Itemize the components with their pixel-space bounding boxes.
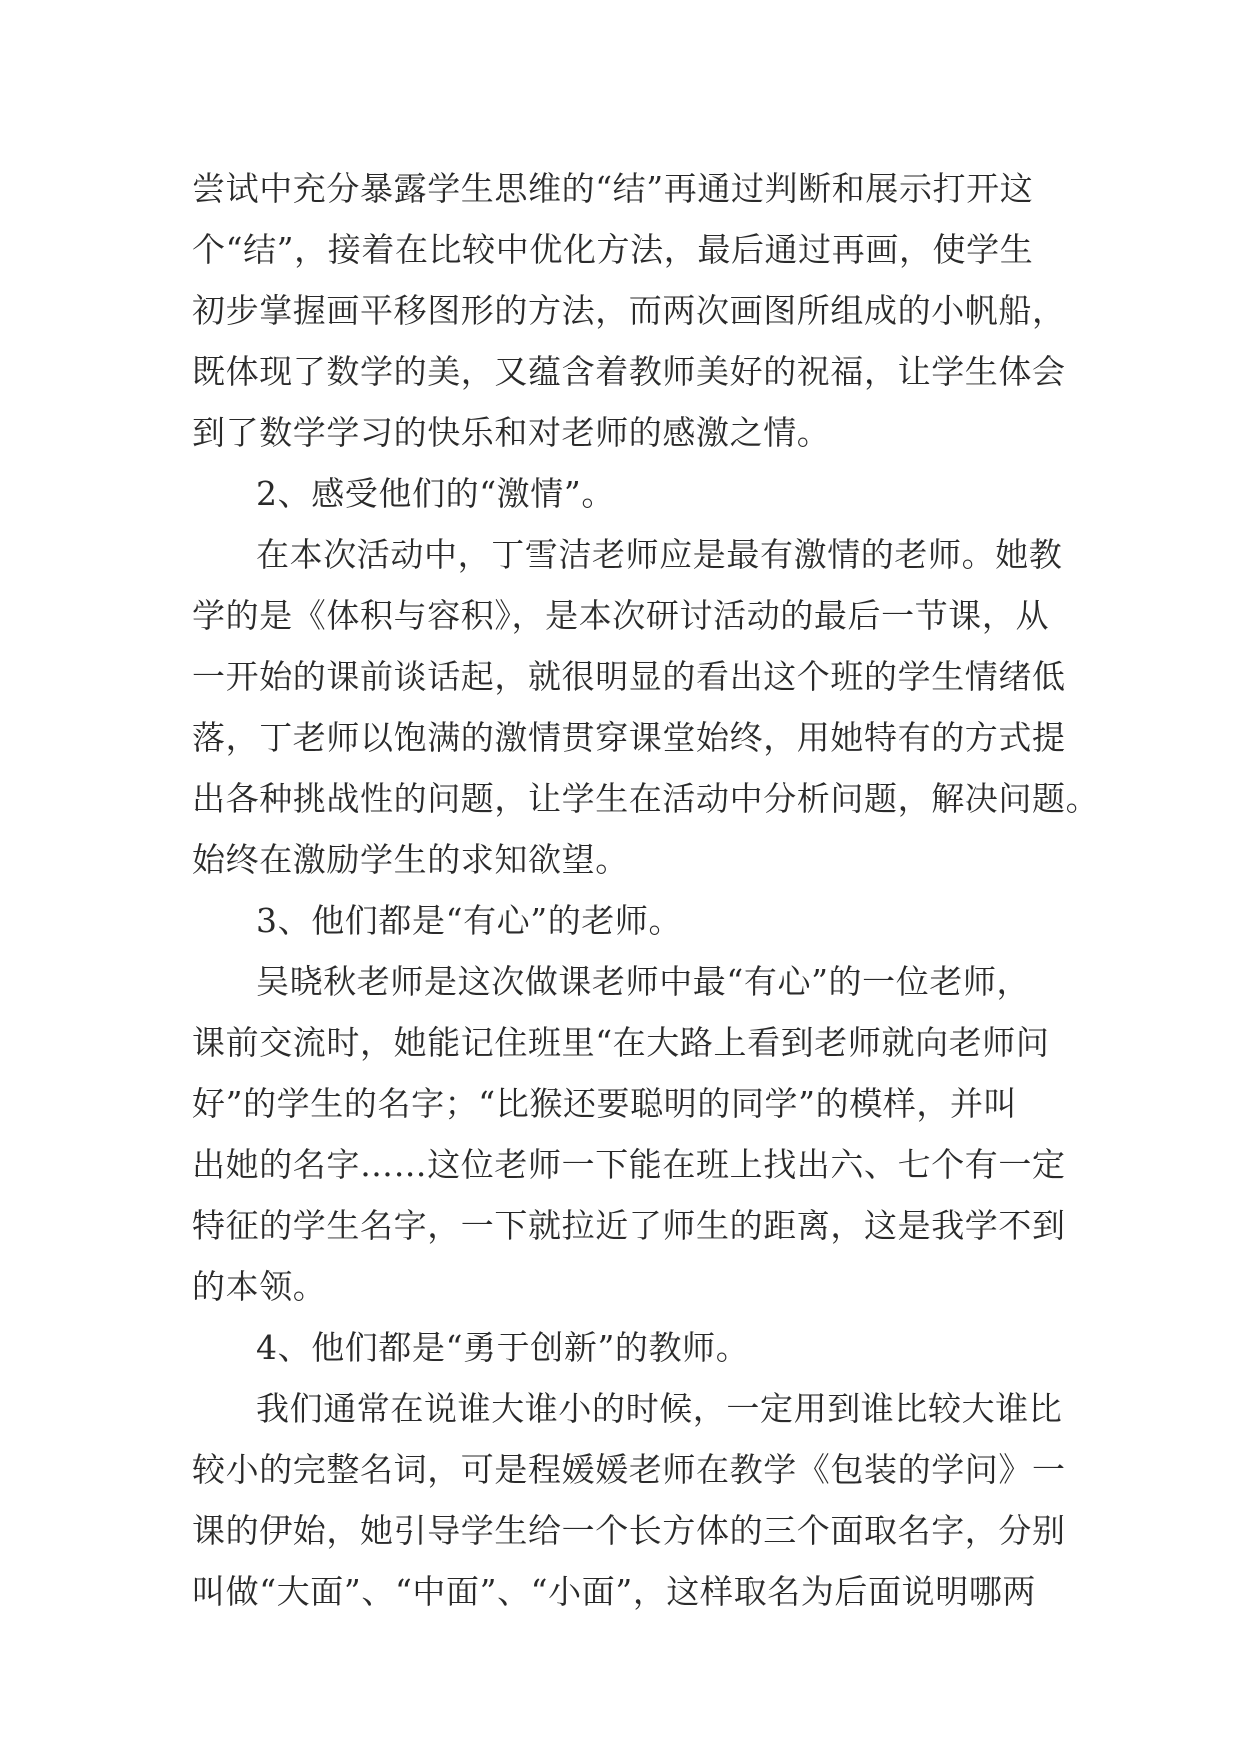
text-line: 到了数学学习的快乐和对老师的感激之情。 [192,413,831,452]
text-line: 落，丁老师以饱满的激情贯穿课堂始终，用她特有的方式提 [192,718,1066,757]
text-line: 吴晓秋老师是这次做课老师中最“有心”的一位老师， [256,962,1031,1001]
text-line: 学的是《体积与容积》，是本次研讨活动的最后一节课，从 [192,596,1050,635]
text-line: 2、感受他们的“激情”。 [256,474,615,513]
text-line: 尝试中充分暴露学生思维的“结”再通过判断和展示打开这 [192,169,1034,208]
text-line: 4、他们都是“勇于创新”的教师。 [256,1328,750,1367]
text-line: 个“结”，接着在比较中优化方法，最后通过再画，使学生 [192,230,1034,269]
text-line: 好”的学生的名字；“比猴还要聪明的同学”的模样，并叫 [192,1084,1018,1123]
document-body [192,158,1100,1622]
text-line: 一开始的课前谈话起，就很明显的看出这个班的学生情绪低 [192,657,1066,696]
text-line: 出她的名字……这位老师一下能在班上找出六、七个有一定 [192,1145,1066,1184]
text-line: 出各种挑战性的问题，让学生在活动中分析问题，解决问题。 [192,779,1100,818]
text-line: 始终在激励学生的求知欲望。 [192,840,629,879]
text-line: 既体现了数学的美，又蕴含着教师美好的祝福，让学生体会 [192,352,1066,391]
text-line: 叫做“大面”、“中面”、“小面”，这样取名为后面说明哪两 [192,1572,1037,1611]
text-line: 的本领。 [192,1267,327,1306]
text-line: 在本次活动中，丁雪洁老师应是最有激情的老师。她教 [256,535,1063,574]
text-line: 我们通常在说谁大谁小的时候，一定用到谁比较大谁比 [256,1389,1063,1428]
text-line: 初步掌握画平移图形的方法，而两次画图所组成的小帆船， [192,291,1066,330]
text-line: 课的伊始，她引导学生给一个长方体的三个面取名字，分别 [192,1511,1066,1550]
text-line: 3、他们都是“有心”的老师。 [256,901,683,940]
text-line: 特征的学生名字，一下就拉近了师生的距离，这是我学不到 [192,1206,1066,1245]
text-line: 课前交流时，她能记住班里“在大路上看到老师就向老师问 [192,1023,1050,1062]
text-line: 较小的完整名词，可是程媛媛老师在教学《包装的学问》一 [192,1450,1066,1489]
